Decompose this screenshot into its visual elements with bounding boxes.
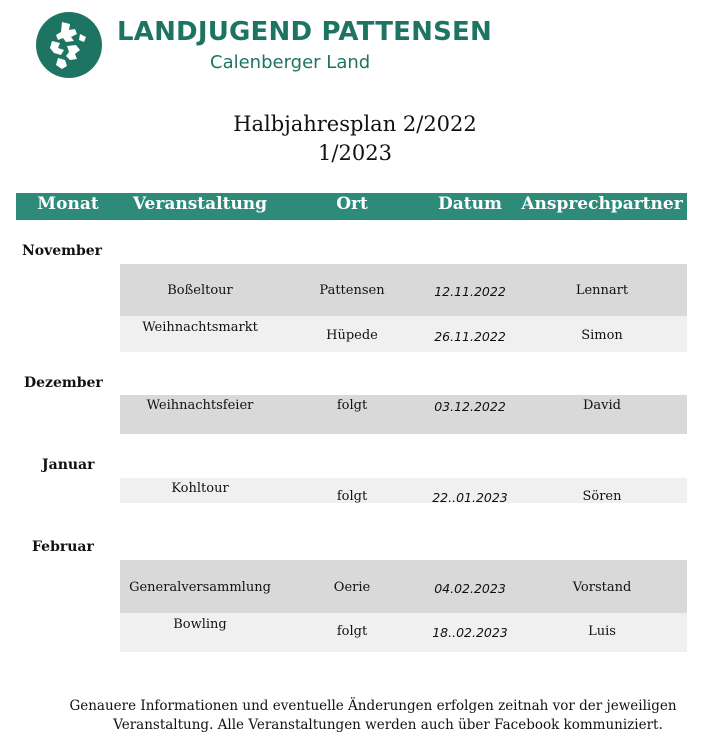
event-name: Boßeltour (167, 283, 233, 298)
brand-subtitle: Calenberger Land (210, 52, 371, 73)
footer-note-line-2: Veranstaltung. Alle Veranstaltungen werden auch über Facebook kommuniziert. (113, 717, 663, 733)
event-date: 03.12.2022 (434, 399, 506, 414)
document-title-line-2: 1/2023 (318, 141, 392, 165)
event-date: 22..01.2023 (432, 490, 508, 505)
event-date: 26.11.2022 (434, 329, 506, 344)
event-name: Generalversammlung (129, 580, 271, 595)
header-event: Veranstaltung (132, 194, 268, 214)
event-place: Pattensen (319, 283, 385, 298)
month-label-februar: Februar (32, 539, 94, 555)
event-name: Bowling (173, 617, 227, 632)
event-date: 18..02.2023 (432, 625, 508, 640)
event-contact: David (583, 398, 621, 413)
event-name: Weihnachtsfeier (146, 398, 254, 413)
event-contact: Lennart (575, 283, 629, 298)
event-place: Hüpede (326, 328, 378, 343)
event-name: Kohltour (171, 481, 229, 496)
event-place: folgt (336, 489, 368, 504)
event-place: folgt (336, 398, 368, 413)
header-place: Ort (336, 194, 368, 214)
event-name: Weihnachtsmarkt (142, 320, 258, 335)
brand-title: LANDJUGEND PATTENSEN (117, 17, 492, 47)
event-contact: Sören (582, 489, 622, 504)
event-contact: Simon (581, 328, 623, 343)
event-contact: Luis (588, 624, 616, 639)
event-date: 12.11.2022 (434, 284, 506, 299)
event-place: Oerie (333, 580, 371, 595)
header-contact: Ansprechpartner (521, 194, 683, 214)
event-contact: Vorstand (572, 580, 632, 595)
event-date: 04.02.2023 (434, 581, 506, 596)
month-label-januar: Januar (42, 457, 95, 473)
header-date: Datum (438, 194, 502, 214)
header-month: Monat (37, 194, 99, 214)
footer-note-line-1: Genauere Informationen und eventuelle Änderungen erfolgen zeitnah vor der jeweiligen (69, 698, 677, 714)
event-place: folgt (336, 624, 368, 639)
month-label-dezember: Dezember (24, 375, 103, 391)
month-label-november: November (22, 243, 103, 259)
document-title-line-1: Halbjahresplan 2/2022 (233, 112, 477, 136)
landjugend-logo-icon (36, 12, 102, 78)
